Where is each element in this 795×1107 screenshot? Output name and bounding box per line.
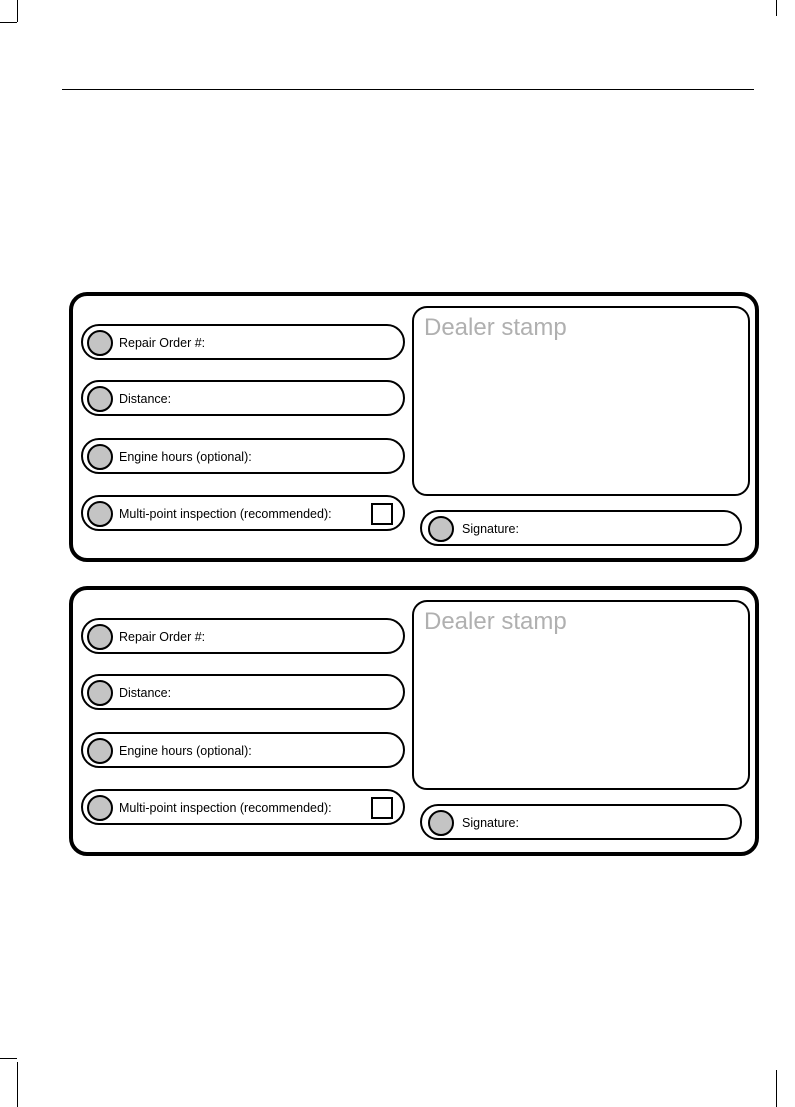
bullet-circle-icon (87, 444, 113, 470)
inspection-field (81, 789, 405, 825)
distance-label: Distance: (119, 686, 172, 700)
inspection-checkbox[interactable] (371, 503, 393, 525)
bullet-circle-icon (428, 516, 454, 542)
distance-field[interactable] (81, 380, 405, 416)
repair-order-label: Repair Order #: (119, 336, 206, 350)
engine-hours-field[interactable] (81, 438, 405, 474)
crop-mark (776, 1070, 777, 1107)
service-record-card (69, 586, 759, 856)
bullet-circle-icon (428, 810, 454, 836)
crop-mark (0, 1058, 17, 1059)
repair-order-field[interactable] (81, 324, 405, 360)
signature-label: Signature: (462, 522, 519, 536)
repair-order-label: Repair Order #: (119, 630, 206, 644)
bullet-circle-icon (87, 738, 113, 764)
signature-field[interactable] (420, 804, 742, 840)
inspection-label: Multi-point inspection (recommended): (119, 801, 332, 815)
repair-order-field[interactable] (81, 618, 405, 654)
crop-mark (17, 0, 18, 22)
dealer-stamp-box (412, 306, 750, 496)
crop-mark (17, 1062, 18, 1107)
inspection-field (81, 495, 405, 531)
distance-field[interactable] (81, 674, 405, 710)
inspection-checkbox[interactable] (371, 797, 393, 819)
bullet-circle-icon (87, 501, 113, 527)
dealer-stamp-label: Dealer stamp (424, 608, 567, 635)
signature-label: Signature: (462, 816, 519, 830)
inspection-label: Multi-point inspection (recommended): (119, 507, 332, 521)
engine-hours-label: Engine hours (optional): (119, 744, 252, 758)
signature-field[interactable] (420, 510, 742, 546)
engine-hours-label: Engine hours (optional): (119, 450, 252, 464)
dealer-stamp-label: Dealer stamp (424, 314, 567, 341)
dealer-stamp-box (412, 600, 750, 790)
crop-mark (776, 0, 777, 16)
engine-hours-field[interactable] (81, 732, 405, 768)
bullet-circle-icon (87, 386, 113, 412)
service-record-card (69, 292, 759, 562)
bullet-circle-icon (87, 795, 113, 821)
header-rule (62, 89, 754, 90)
distance-label: Distance: (119, 392, 172, 406)
crop-mark (0, 22, 17, 23)
bullet-circle-icon (87, 680, 113, 706)
bullet-circle-icon (87, 624, 113, 650)
bullet-circle-icon (87, 330, 113, 356)
